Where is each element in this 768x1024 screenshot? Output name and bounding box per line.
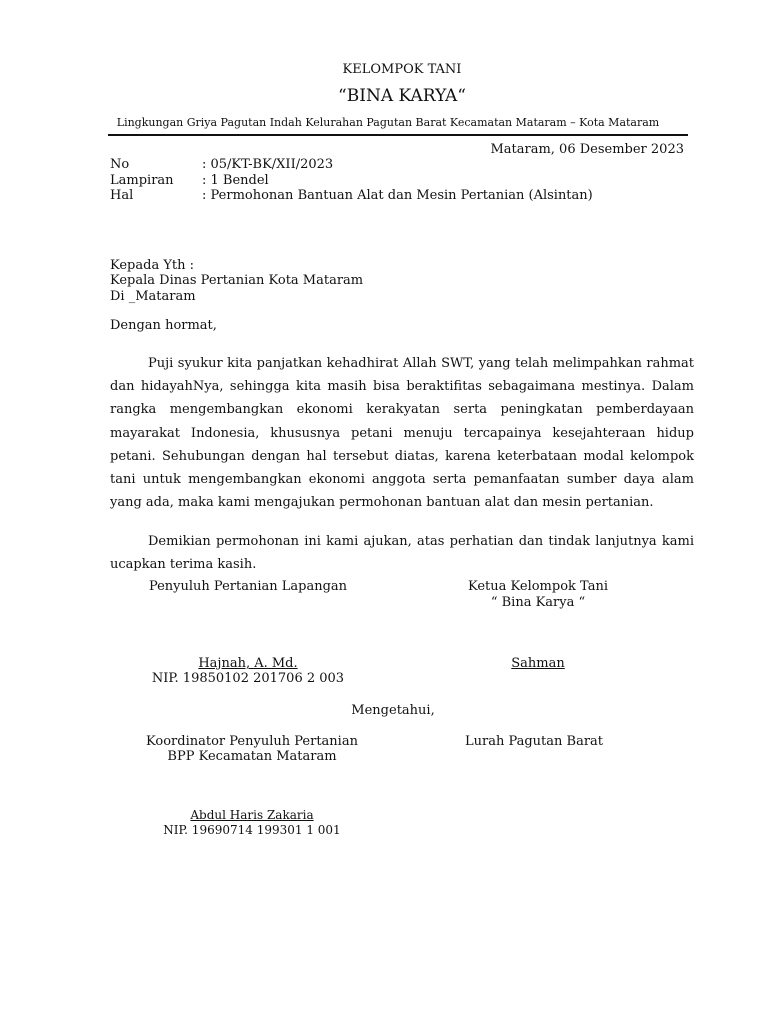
salutation: Dengan hormat, [110,318,217,333]
lampiran-label: Lampiran [110,173,174,188]
body-paragraph-2: Demikian permohonan ini kami ajukan, atas perhatian dan tindak lanjutnya kami ucapkan terima kasih. [110,534,694,573]
recipient-line-1: Kepada Yth : [110,258,195,273]
bottom-left-subtitle: BPP Kecamatan Mataram [167,749,337,764]
org-heading: KELOMPOK TANI [342,62,462,77]
left-signatory-title: Penyuluh Pertanian Lapangan [148,579,348,594]
recipient-line-2: Kepala Dinas Pertanian Kota Mataram [110,273,364,288]
address-line: Lingkungan Griya Pagutan Indah Kelurahan Pagutan Barat Kecamatan Mataram – Kota Mataram [116,116,660,129]
lampiran-value: : 1 Bendel [202,173,269,188]
body-paragraph-1: Puji syukur kita panjatkan kehadhirat Allah SWT, yang telah melimpahkan rahmat dan hidayahNya, sehingga kita masih bisa beraktifitas sebagaimana mestinya. Dalam rangka mengembangkan ekonomi kerakyatan serta peningkatan pemberdayaan mayarakat Indonesia, khususnya petani menuju tercapainya kesejahteraan hidup petani. Sehubungan dengan hal tersebut diatas, karena keterbataan modal kelompok tani untuk mengembangkan ekonomi anggota serta pemanfaatan sumber daya alam yang ada, maka kami mengajukan permohonan bantuan alat dan mesin pertanian. [110,356,694,511]
left-signatory-name: Hajnah, A. Md. [198,656,298,671]
hal-label: Hal [110,188,134,203]
left-signatory-nip: NIP. 19850102 201706 2 003 [151,671,345,686]
date-line: Mataram, 06 Desember 2023 [490,142,684,157]
group-name: “BINA KARYA“ [338,86,466,106]
no-label: No [110,157,130,172]
header-divider [108,134,688,136]
bottom-left-name: Abdul Haris Zakaria [190,808,314,822]
hal-value: : Permohonan Bantuan Alat dan Mesin Pertanian (Alsintan) [202,188,593,203]
recipient-line-3: Di _Mataram [110,289,196,304]
no-value: : 05/KT-BK/XII/2023 [202,157,334,172]
acknowledged-label: Mengetahui, [351,703,435,718]
bottom-right-title: Lurah Pagutan Barat [464,734,604,749]
bottom-left-nip: NIP. 19690714 199301 1 001 [163,823,341,837]
right-signatory-subtitle: “ Bina Karya “ [490,595,586,610]
right-signatory-title: Ketua Kelompok Tani [467,579,608,594]
bottom-left-title: Koordinator Penyuluh Pertanian [146,734,358,749]
right-signatory-name: Sahman [511,656,565,671]
